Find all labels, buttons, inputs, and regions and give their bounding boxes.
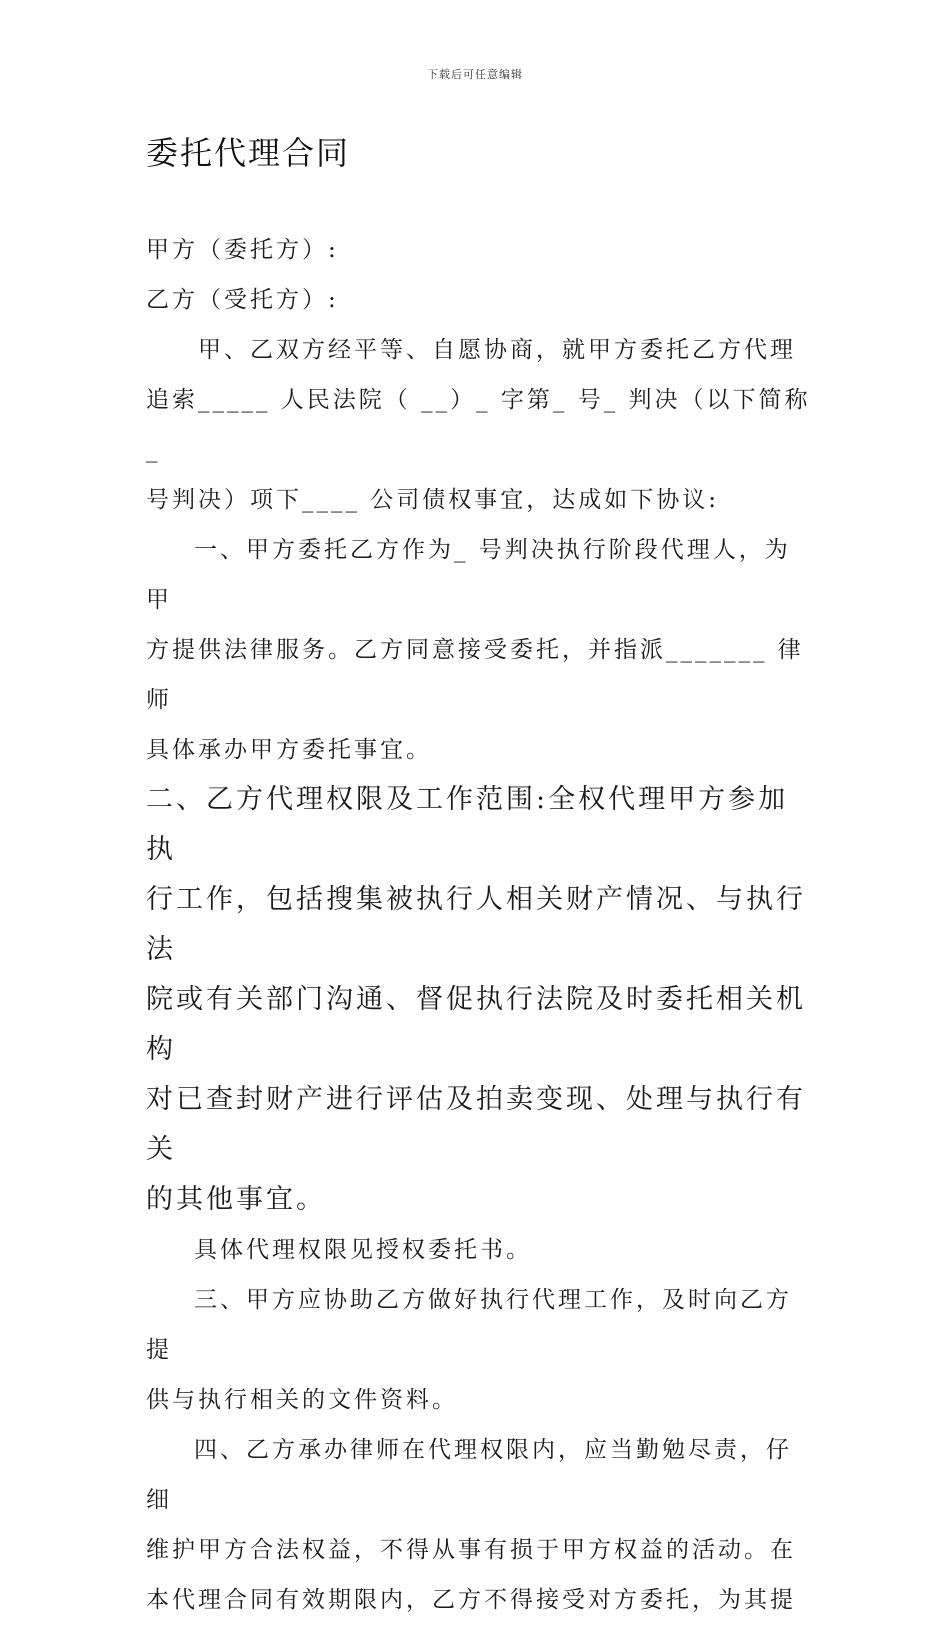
- clause-2-line: 二、乙方代理权限及工作范围:全权代理甲方参加执: [146, 784, 789, 865]
- clause-1-line: 一、甲方委托乙方作为_ 号判决执行阶段代理人，为甲: [146, 537, 791, 613]
- clause-2-line: 行工作，包括搜集被执行人相关财产情况、与执行法: [146, 884, 806, 965]
- clause-4-paragraph: [146, 1425, 816, 1625]
- clause-4-line: 维护甲方合法权益，不得从事有损于甲方权益的活动。在: [146, 1537, 796, 1563]
- clause-4-line: 本代理合同有效期限内，乙方不得接受对方委托，为其提: [146, 1587, 796, 1613]
- clause-2-line: 院或有关部门沟通、督促执行法院及时委托相关机构: [146, 984, 806, 1065]
- clause-2-note: 具体代理权限见授权委托书。: [194, 1237, 532, 1263]
- clause-3-line: 三、甲方应协助乙方做好执行代理工作，及时向乙方提: [146, 1287, 792, 1363]
- preamble-paragraph: [146, 325, 816, 525]
- party-a-line: 甲方（委托方）:: [146, 237, 339, 263]
- preamble-line: 甲、乙双方经平等、自愿协商，就甲方委托乙方代理: [198, 337, 796, 363]
- clause-2-line: 的其他事宜。: [146, 1184, 326, 1215]
- clause-4-line: 四、乙方承办律师在代理权限内，应当勤勉尽责，仔细: [146, 1437, 792, 1513]
- header-note: 下载后可任意编辑: [427, 68, 523, 81]
- clause-1-line: 方提供法律服务。乙方同意接受委托，并指派_______ 律师: [146, 637, 804, 713]
- document-body: [146, 225, 816, 1625]
- document-title: 委托代理合同: [146, 134, 351, 172]
- preamble-line: 号判决）项下____ 公司债权事宜，达成如下协议:: [146, 487, 720, 513]
- clause-1-paragraph: [146, 525, 816, 775]
- clause-1-line: 具体承办甲方委托事宜。: [146, 737, 432, 763]
- clause-2-line: 对已查封财产进行评估及拍卖变现、处理与执行有关: [146, 1084, 806, 1165]
- clause-3-line: 供与执行相关的文件资料。: [146, 1387, 458, 1413]
- preamble-line: 追索_____ 人民法院（ __）_ 字第_ 号_ 判决（以下简称_: [146, 387, 811, 463]
- clause-2-paragraph: [146, 775, 816, 1225]
- clause-3-paragraph: [146, 1275, 816, 1425]
- party-b-line: 乙方（受托方）:: [146, 287, 339, 313]
